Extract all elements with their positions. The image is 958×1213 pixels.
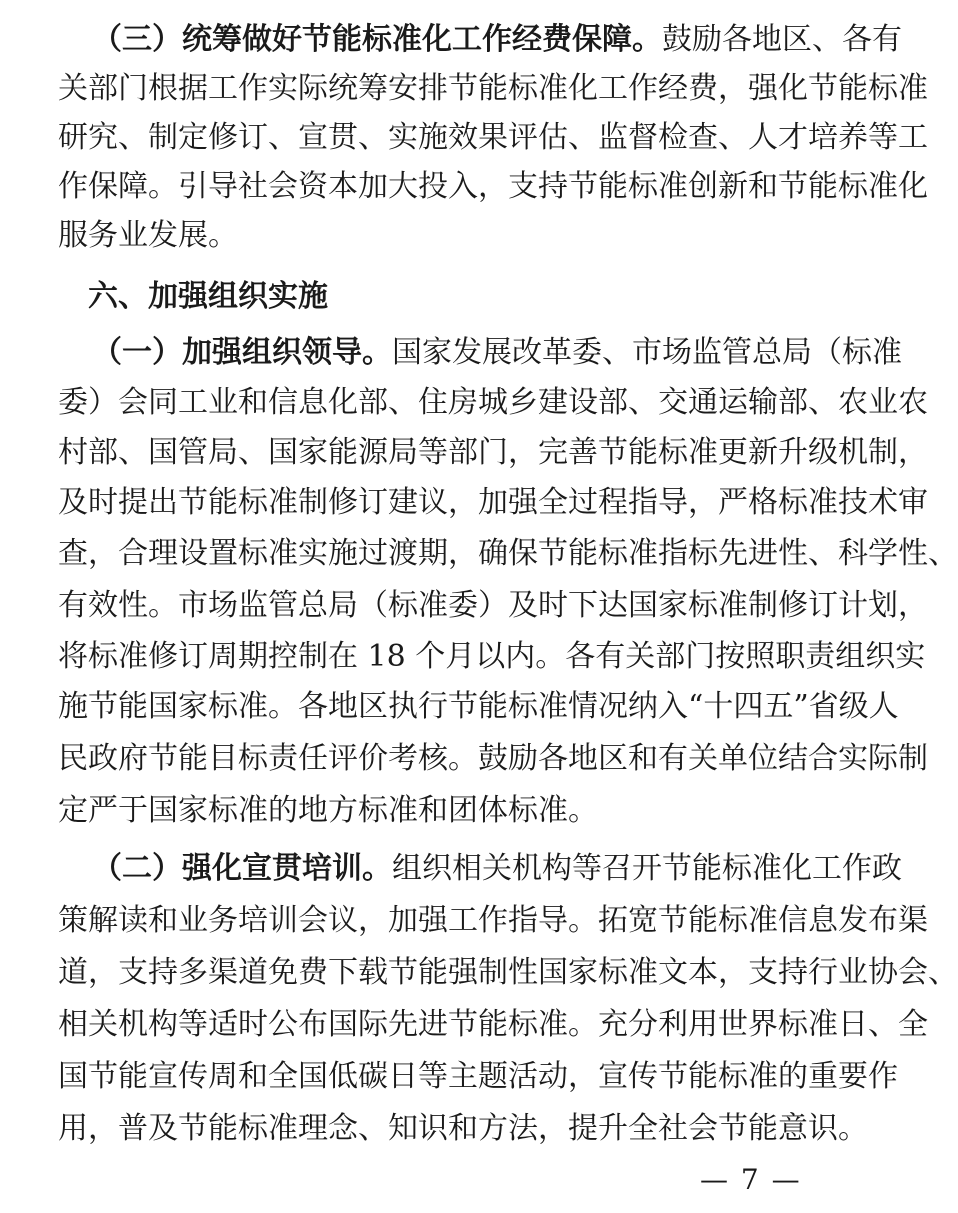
paragraph-line: 研究、制定修订、宣贯、实施效果评估、监督检查、人才培养等工: [58, 120, 928, 155]
paragraph-line: 定严于国家标准的地方标准和团体标准。: [58, 793, 598, 828]
paragraph-line: 民政府节能目标责任评价考核。鼓励各地区和有关单位结合实际制: [58, 741, 928, 776]
section-heading: 六、加强组织实施: [88, 279, 328, 314]
paragraph-line: [92, 851, 902, 887]
paragraph-line: 道，支持多渠道免费下载节能强制性国家标准文本，支持行业协会、: [58, 955, 958, 990]
paragraph-line: 委）会同工业和信息化部、住房城乡建设部、交通运输部、农业农: [58, 385, 928, 420]
paragraph-text: 组织相关机构等召开节能标准化工作政: [392, 851, 902, 886]
paragraph-line: 相关机构等适时公布国际先进节能标准。充分利用世界标准日、全: [58, 1007, 928, 1042]
paragraph-line: 策解读和业务培训会议，加强工作指导。拓宽节能标准信息发布渠: [58, 903, 928, 938]
paragraph-line: 查，合理设置标准实施过渡期，确保节能标准指标先进性、科学性、: [58, 536, 958, 571]
paragraph-text: 国家发展改革委、市场监管总局（标准: [392, 335, 902, 370]
paragraph-line: [92, 22, 902, 58]
paragraph-line: 施节能国家标准。各地区执行节能标准情况纳入“十四五”省级人: [58, 689, 899, 724]
paragraph-line: 村部、国管局、国家能源局等部门，完善节能标准更新升级机制，: [58, 435, 928, 470]
page-number: — 7 —: [700, 1163, 802, 1196]
paragraph-line: 作保障。引导社会资本加大投入，支持节能标准创新和节能标准化: [58, 169, 928, 204]
paragraph-line: 关部门根据工作实际统筹安排节能标准化工作经费，强化节能标准: [58, 71, 928, 106]
paragraph-lead: （二）强化宣贯培训。: [92, 851, 392, 886]
paragraph-line: 及时提出节能标准制修订建议，加强全过程指导，严格标准技术审: [58, 485, 928, 520]
paragraph-line: 用，普及节能标准理念、知识和方法，提升全社会节能意识。: [58, 1111, 868, 1146]
paragraph-line: 国节能宣传周和全国低碳日等主题活动，宣传节能标准的重要作: [58, 1059, 898, 1094]
paragraph-text: 鼓励各地区、各有: [662, 22, 902, 57]
paragraph-lead: （一）加强组织领导。: [92, 335, 392, 370]
paragraph-lead: （三）统筹做好节能标准化工作经费保障。: [92, 22, 662, 57]
paragraph-line: 有效性。市场监管总局（标准委）及时下达国家标准制修订计划，: [58, 588, 928, 623]
paragraph-line: 服务业发展。: [58, 218, 238, 253]
paragraph-line: 将标准修订周期控制在 18 个月以内。各有关部门按照职责组织实: [58, 639, 926, 674]
paragraph-line: [92, 335, 902, 371]
